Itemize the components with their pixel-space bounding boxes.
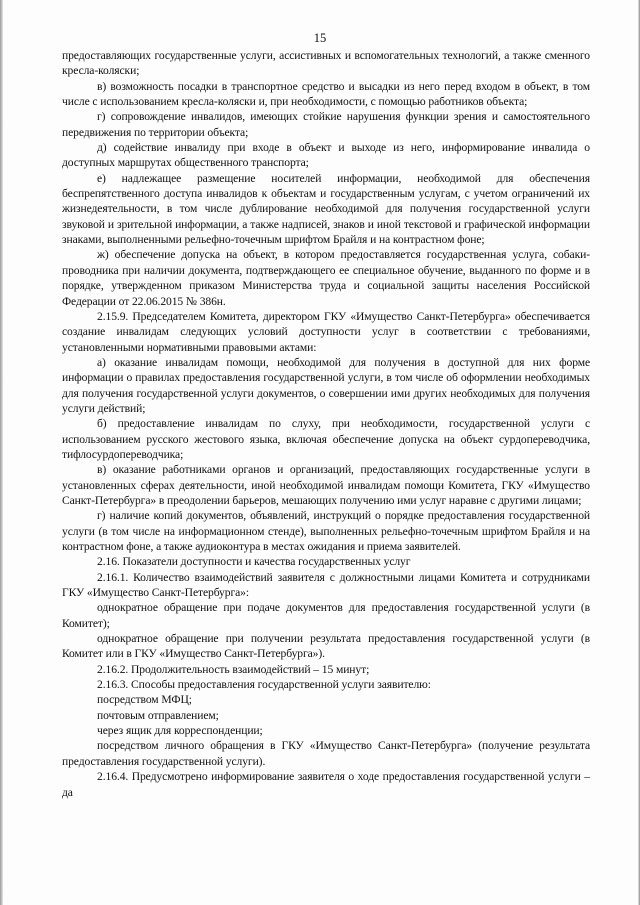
page-number: 15 bbox=[313, 31, 327, 45]
list-item: почтовым отправлением; bbox=[97, 708, 219, 722]
paragraph: 2.16.2. Продолжительность взаимодействий – 15 минут; bbox=[97, 662, 370, 676]
document-body bbox=[62, 48, 590, 800]
paragraph: е) надлежащее размещение носителей информации, необходимой для обеспечения беспрепятственного доступа инвалидов к объектам и государственным услугам, с учетом ограничений их жизнедеятельности, в том числе дублирование необходимой для получения государственной услуги звуковой и зрительной информации, а также надписей, знаков и иной текстовой и графической информации знаками, выполненными рельефно-точечным шрифтом Брайля и на контрастном фоне; bbox=[62, 171, 590, 247]
paragraph: б) предоставление инвалидам по слуху, при необходимости, государственной услуги с использованием русского жестового языка, включая обеспечение допуска на объект сурдопереводчика, тифлосурдопереводчика; bbox=[62, 417, 590, 461]
paragraph: а) оказание инвалидам помощи, необходимой для получения в доступной для них форме информации о правилах предоставления государственной услуги, в том числе об оформлении необходимых для получения государственной услуги документов, о совершении ими других необходимых для получения услуги действий; bbox=[62, 355, 590, 415]
list-item: через ящик для корреспонденции; bbox=[97, 724, 263, 738]
list-item: посредством личного обращения в ГКУ «Имущество Санкт-Петербурга» (получение результата предоставления государственной услуги). bbox=[62, 739, 590, 768]
paragraph: однократное обращение при подаче документов для предоставления государственной услуги (в Комитет); bbox=[62, 601, 590, 630]
paragraph: 2.16.1. Количество взаимодействий заявителя с должностными лицами Комитета и сотрудниками ГКУ «Имущество Санкт-Петербурга»: bbox=[62, 570, 590, 600]
paragraph: ж) обеспечение допуска на объект, в котором предоставляется государственная услуга, собаки-проводника при наличии документа, подтверждающего ее специальное обучение, выданного по форме и в порядке, утвержденном приказом Министерства труда и социальной защиты населения Российской Федерации от 22.06.2015 № 386н. bbox=[62, 248, 590, 308]
paragraph: 2.15.9. Председателем Комитета, директором ГКУ «Имущество Санкт-Петербурга» обеспечивается создание инвалидам следующих условий доступности услуг в соответствии с требованиями, установленными нормативными правовыми актами: bbox=[62, 309, 590, 354]
paragraph: предоставляющих государственные услуги, ассистивных и вспомогательных технологий, а также сменного кресла-коляски; bbox=[62, 49, 590, 78]
paragraph: д) содействие инвалиду при входе в объект и выходе из него, информирование инвалида о доступных маршрутах общественного транспорта; bbox=[62, 141, 590, 170]
list-item: посредством МФЦ; bbox=[97, 693, 192, 707]
scan-edge-left bbox=[0, 0, 3, 905]
paragraph: г) наличие копий документов, объявлений, инструкций о порядке предоставления государственной услуги (в том числе на информационном стенде), выполненных рельефно-точечным шрифтом Брайля и на контрастном фоне, а также аудиоконтура в местах ожидания и приема заявителей. bbox=[62, 509, 590, 553]
section-heading: 2.16. Показатели доступности и качества государственных услуг bbox=[97, 555, 411, 569]
paragraph: в) оказание работниками органов и организаций, предоставляющих государственные услуги в установленных сферах деятельности, иной необходимой инвалидам помощи Комитета, ГКУ «Имущество Санкт-Петербурга» в преодолении барьеров, мешающих получению ими услуг наравне с другими лицами; bbox=[62, 463, 590, 507]
paragraph: в) возможность посадки в транспортное средство и высадки из него перед входом в объект, в том числе с использованием кресла-коляски и, при необходимости, с помощью работников объекта; bbox=[62, 79, 590, 109]
paragraph: г) сопровождение инвалидов, имеющих стойкие нарушения функции зрения и самостоятельного передвижения по территории объекта; bbox=[62, 110, 590, 139]
paragraph: 2.16.4. Предусмотрено информирование заявителя о ходе предоставления государственной услуги – да bbox=[62, 770, 590, 799]
paragraph: однократное обращение при получении результата предоставления государственной услуги (в Комитет или в ГКУ «Имущество Санкт-Петербурга»). bbox=[62, 632, 590, 661]
paragraph: 2.16.3. Способы предоставления государственной услуги заявителю: bbox=[97, 678, 431, 692]
